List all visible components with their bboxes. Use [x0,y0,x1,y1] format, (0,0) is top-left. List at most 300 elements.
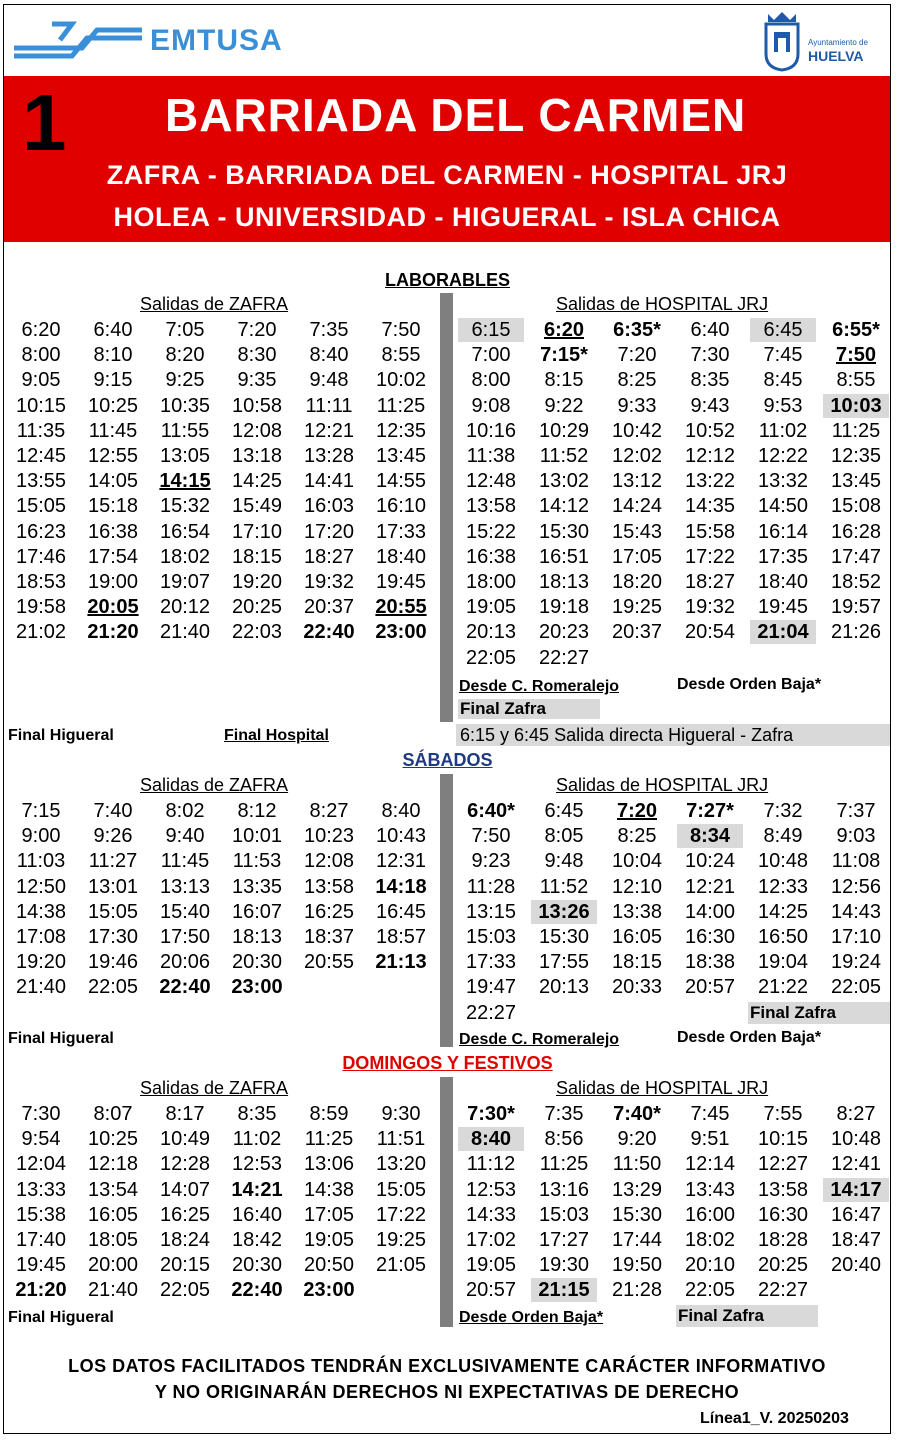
laborables-zafra-time-cell: 17:33 [375,520,427,543]
sabados-hospital-time-cell: 10:24 [684,850,736,873]
domingos-zafra-time-cell: 15:38 [15,1203,67,1226]
sabados-zafra-time-cell: 20:30 [231,951,283,974]
domingos-hospital-time-cell: 8:40 [458,1127,524,1151]
sabados-hospital-time-cell: 8:49 [763,825,803,848]
sabados-hospital-time-cell: 17:10 [830,926,882,948]
laborables-zafra-time-cell: 21:02 [15,621,67,644]
laborables-zafra-time-cell: 8:55 [381,344,421,367]
domingos-hospital-time-cell: 13:29 [611,1178,663,1201]
sabados-hospital-time-cell: 15:30 [538,926,590,948]
laborables-zafra-time-cell: 17:46 [15,545,67,568]
laborables-hospital-time-cell: 11:25 [831,419,881,442]
sabados-hospital-time-cell: 11:08 [831,850,881,873]
laborables-hospital-time-cell: 6:35* [613,319,661,341]
laborables-zafra-time-cell: 11:55 [160,419,210,442]
laborables-zafra-time-cell: 15:49 [231,495,283,518]
laborables-zafra-time-cell: 19:07 [159,571,211,593]
domingos-hospital-time-cell: 7:45 [690,1103,730,1125]
sabados-zafra-time-cell: 10:43 [375,825,427,848]
center-divider [440,293,453,722]
sabados-hospital-time-cell: 7:32 [763,800,803,822]
domingos-hospital-time-cell: 21:15 [531,1278,597,1302]
laborables-zafra-time-cell: 13:45 [375,445,427,467]
legend-final-higueral: Final Higueral [8,727,114,744]
laborables-zafra-time-cell: 14:41 [303,470,355,493]
domingos-zafra-time-cell: 10:49 [159,1128,211,1151]
sabados-hospital-time-cell: 7:27* [686,800,734,822]
laborables-zafra-time-cell: 22:03 [231,621,283,644]
sabados-zafra-time-cell: 15:40 [159,900,211,923]
laborables-hospital-time-cell: 16:51 [538,545,590,568]
laborables-zafra-time-cell: 10:35 [159,394,211,417]
domingos-hospital-time-cell: 11:12 [466,1153,516,1176]
laborables-hospital-time-cell: 8:45 [763,369,803,392]
col-header-zafra-sab: Salidas de ZAFRA [140,775,289,795]
laborables-hospital-time-cell: 12:48 [465,470,517,493]
domingos-zafra-time-cell: 19:45 [15,1254,67,1277]
laborables-hospital-time-cell: 7:15* [540,344,588,367]
domingos-hospital-time-cell: 14:17 [823,1178,889,1202]
domingos-zafra-time-cell: 18:42 [231,1229,283,1251]
domingos-hospital-time-cell: 19:05 [465,1254,517,1277]
domingos-zafra-time-cell: 16:25 [159,1203,211,1226]
sabados-zafra-time-cell: 8:27 [309,800,349,822]
sabados-zafra-time-cell: 22:40 [159,976,211,999]
sabados-zafra-time-cell: 16:07 [231,900,283,923]
sabados-zafra-time-cell: 17:08 [15,926,67,948]
laborables-hospital-time-cell: 8:55 [836,369,876,392]
domingos-hospital-time-cell: 18:02 [684,1229,736,1251]
domingos-zafra-time-cell: 11:02 [232,1128,282,1151]
laborables-zafra-time-cell: 21:40 [159,621,211,644]
domingos-hospital-time-cell: 13:58 [757,1178,809,1201]
laborables-zafra-time-cell: 11:45 [88,419,138,442]
domingos-zafra-time-cell: 13:33 [15,1178,67,1201]
sabados-hospital-time-cell: 12:21 [684,875,736,898]
laborables-zafra-time-cell: 6:20 [21,319,61,341]
sabados-hospital-time-cell: 13:26 [531,900,597,924]
domingos-hospital-time-cell: 18:47 [830,1229,882,1251]
col-header-zafra-dom: Salidas de ZAFRA [140,1078,289,1098]
laborables-zafra-time-cell: 23:00 [375,621,427,644]
domingos-hospital-time-cell: 10:48 [830,1128,882,1151]
domingos-zafra-time-cell: 17:05 [303,1203,355,1226]
sabados-hospital-time-cell: 8:05 [544,825,584,848]
laborables-zafra-time-cell: 19:58 [15,596,67,619]
domingos-zafra-time-cell: 8:07 [93,1103,133,1125]
laborables-hospital-time-cell: 19:57 [830,596,882,619]
laborables-hospital-time-cell: 9:08 [471,394,511,417]
laborables-hospital-time-cell: 10:29 [538,419,590,442]
laborables-hospital-time-cell: 18:20 [611,571,663,593]
sabados-hospital-time-cell: 19:24 [830,951,882,974]
sabados-hospital-time-cell: 11:52 [539,875,589,898]
domingos-zafra-time-cell: 9:30 [381,1103,421,1125]
laborables-zafra-time-cell: 8:00 [21,344,61,367]
laborables-hospital-time-cell: 7:50 [835,344,877,367]
laborables-hospital-time-cell: 7:45 [763,344,803,367]
domingos-hospital-time-cell: 7:30* [467,1103,515,1125]
sabados-zafra-time-cell: 20:55 [303,951,355,974]
laborables-hospital-time-cell: 21:26 [830,621,882,644]
sabados-hospital-time-cell: 20:33 [611,976,663,999]
laborables-hospital-time-cell: 10:16 [465,419,517,442]
sabados-hospital-time-cell: 12:56 [830,875,882,898]
huelva-crest-icon [760,10,804,72]
laborables-zafra-time-cell: 6:40 [93,319,133,341]
laborables-zafra-time-cell: 17:54 [87,545,139,568]
sabados-hospital-time-cell: 14:25 [757,900,809,923]
domingos-zafra-time-cell: 16:05 [87,1203,139,1226]
version-label: Línea1_V. 20250203 [700,1410,849,1427]
sabados-hospital-time-cell: 13:15 [465,900,517,923]
domingos-zafra-time-cell: 12:53 [231,1153,283,1176]
sabados-hospital-time-cell: 10:48 [757,850,809,873]
domingos-hospital-time-cell: 12:41 [830,1153,882,1176]
sabados-zafra-time-cell: 13:35 [231,875,283,898]
laborables-hospital-time-cell: 16:38 [465,545,517,568]
sabados-hospital-time-cell: 17:55 [538,951,590,974]
domingos-hospital-time-cell: 16:00 [684,1203,736,1226]
domingos-hospital-time-cell: 15:03 [538,1203,590,1226]
council-label-small: Ayuntamiento de [808,38,868,47]
sabados-hospital-time-cell: 17:33 [465,951,517,974]
laborables-hospital-time-cell: 15:43 [611,520,663,543]
laborables-hospital-time-cell: 15:30 [538,520,590,543]
laborables-hospital-time-cell: 6:40 [690,319,730,341]
sabados-hospital-time-cell: 19:04 [757,951,809,974]
col-header-hospital-dom: Salidas de HOSPITAL JRJ [556,1078,769,1098]
laborables-hospital-time-cell: 12:22 [757,445,809,467]
laborables-hospital-time-cell: 6:55* [832,319,880,341]
domingos-hospital-time-cell: 20:10 [684,1254,736,1277]
domingos-zafra-time-cell: 20:00 [87,1254,139,1277]
laborables-hospital-time-cell: 22:05 [465,646,517,669]
laborables-hospital-time-cell: 19:05 [465,596,517,619]
laborables-zafra-time-cell: 12:55 [87,445,139,467]
laborables-hospital-time-cell: 18:00 [465,571,517,593]
laborables-zafra-time-cell: 10:58 [231,394,283,417]
domingos-zafra-time-cell: 20:50 [303,1254,355,1277]
laborables-zafra-time-cell: 7:20 [237,319,277,341]
laborables-hospital-time-cell: 8:00 [471,369,511,392]
laborables-zafra-time-cell: 10:15 [15,394,67,417]
laborables-zafra-time-cell: 14:55 [375,470,427,493]
legal-notice-line-1: LOS DATOS FACILITADOS TENDRÁN EXCLUSIVAMENTE CARÁCTER INFORMATIVO [68,1356,826,1376]
laborables-zafra-time-cell: 18:02 [159,545,211,568]
sabados-hospital-time-cell: 16:30 [684,926,736,948]
col-header-hospital-sab: Salidas de HOSPITAL JRJ [556,775,769,795]
sabados-hospital-time-cell: 22:27 [465,1001,517,1024]
sabados-zafra-time-cell: 8:40 [381,800,421,822]
legend-orden-baja: Desde Orden Baja* [677,676,822,693]
legend-final-higueral-sab: Final Higueral [8,1030,114,1047]
laborables-hospital-time-cell: 8:35 [690,369,730,392]
laborables-hospital-time-cell: 18:52 [830,571,882,593]
domingos-hospital-time-cell: 13:16 [538,1178,590,1201]
legend-final-zafra: Final Zafra [458,699,600,719]
domingos-zafra-time-cell: 21:20 [15,1279,67,1302]
laborables-zafra-time-cell: 14:05 [87,470,139,493]
laborables-hospital-time-cell: 10:03 [823,394,889,418]
sabados-zafra-time-cell: 11:53 [232,850,282,873]
laborables-zafra-time-cell: 8:10 [93,344,133,367]
laborables-zafra-time-cell: 18:27 [303,545,355,568]
domingos-hospital-time-cell: 20:25 [757,1254,809,1277]
sabados-hospital-time-cell: 20:13 [538,976,590,999]
domingos-zafra-time-cell: 8:17 [165,1103,205,1125]
laborables-zafra-time-cell: 11:25 [376,394,426,417]
domingos-hospital-time-cell: 9:51 [690,1128,730,1151]
center-divider-domingos [440,1077,453,1327]
laborables-zafra-time-cell: 19:20 [231,571,283,593]
sabados-zafra-time-cell: 13:13 [159,875,211,898]
laborables-zafra-time-cell: 18:15 [231,545,283,568]
laborables-zafra-time-cell: 12:35 [375,419,427,442]
laborables-zafra-time-cell: 11:11 [305,394,353,417]
laborables-hospital-time-cell: 22:27 [538,646,590,669]
sabados-hospital-time-cell: 13:38 [611,900,663,923]
laborables-zafra-time-cell: 8:30 [237,344,277,367]
domingos-zafra-time-cell: 22:40 [231,1279,283,1302]
laborables-zafra-time-cell: 17:20 [303,520,355,543]
domingos-hospital-time-cell: 12:27 [757,1153,809,1176]
domingos-hospital-time-cell: 16:30 [757,1203,809,1226]
legend-orden-baja-dom: Desde Orden Baja* [459,1309,604,1326]
sabados-hospital-time-cell: 6:40* [467,800,515,822]
sabados-zafra-time-cell: 16:45 [375,900,427,923]
laborables-hospital-time-cell: 20:37 [611,621,663,644]
laborables-zafra-time-cell: 13:18 [231,445,283,467]
laborables-zafra-time-cell: 9:25 [165,369,205,392]
domingos-zafra-time-cell: 17:22 [375,1203,427,1226]
domingos-zafra-time-cell: 13:06 [303,1153,355,1176]
laborables-hospital-time-cell: 18:13 [538,571,590,593]
domingos-hospital-time-cell: 21:28 [611,1279,663,1302]
laborables-hospital-time-cell: 18:40 [757,571,809,593]
domingos-hospital-time-cell: 18:28 [757,1229,809,1251]
sabados-hospital-time-cell: 10:04 [611,850,663,873]
line-name: BARRIADA DEL CARMEN [165,89,747,141]
domingos-zafra-time-cell: 11:25 [304,1128,354,1151]
laborables-zafra-time-cell: 16:10 [375,495,427,518]
domingos-zafra-time-cell: 8:35 [237,1103,277,1125]
domingos-zafra-time-cell: 13:54 [87,1178,139,1201]
laborables-hospital-time-cell: 12:02 [611,445,663,467]
domingos-zafra-time-cell: 16:40 [231,1203,283,1226]
laborables-hospital-time-cell: 17:47 [830,545,882,568]
domingos-zafra-time-cell: 17:40 [15,1229,67,1251]
domingos-zafra-time-cell: 11:51 [376,1128,426,1151]
domingos-hospital-time-cell: 16:47 [830,1203,882,1226]
laborables-hospital-time-cell: 13:22 [684,470,736,493]
legend-romeralejo-sab: Desde C. Romeralejo [459,1031,620,1048]
laborables-hospital-time-cell: 17:35 [757,545,809,568]
sabados-hospital-time-cell: 16:50 [757,926,809,948]
domingos-hospital-time-cell: 7:40* [613,1103,661,1125]
laborables-zafra-time-cell: 20:05 [87,596,139,619]
laborables-hospital-time-cell: 15:08 [830,495,882,518]
col-header-hospital: Salidas de HOSPITAL JRJ [556,294,769,314]
legend-orden-baja-sab: Desde Orden Baja* [677,1029,822,1046]
laborables-hospital-time-cell: 20:23 [538,621,590,644]
center-divider-sabados [440,774,453,1047]
domingos-zafra-time-cell: 19:05 [303,1229,355,1251]
laborables-hospital-time-cell: 18:27 [684,571,736,593]
domingos-zafra-time-cell: 9:54 [21,1128,61,1151]
laborables-hospital-time-cell: 16:28 [830,520,882,543]
legend-final-hospital: Final Hospital [224,727,329,744]
sabados-zafra-time-cell: 11:27 [88,850,138,873]
laborables-zafra-time-cell: 19:32 [303,571,355,593]
sabados-hospital-time-cell: 22:05 [830,976,882,999]
council-label: HUELVA [808,48,864,64]
domingos-zafra-time-cell: 19:25 [375,1229,427,1251]
laborables-hospital-time-cell: 19:25 [611,596,663,619]
sabados-zafra-time-cell: 20:06 [159,951,211,974]
sabados-hospital-time-cell: 21:22 [757,976,809,999]
laborables-zafra-time-cell: 8:20 [165,344,205,367]
sabados-zafra-time-cell: 10:23 [303,825,355,848]
laborables-zafra-time-cell: 16:54 [159,520,211,543]
sabados-zafra-time-cell: 18:37 [303,926,355,948]
domingos-hospital-time-cell: 22:05 [684,1279,736,1302]
direct-service-note: 6:15 y 6:45 Salida directa Higueral - Zafra [456,724,890,746]
laborables-hospital-time-cell: 7:00 [471,344,511,367]
laborables-hospital-time-cell: 13:32 [757,470,809,493]
sabados-zafra-time-cell: 16:25 [303,900,355,923]
laborables-hospital-time-cell: 14:24 [611,495,663,518]
sabados-hospital-time-cell: 9:23 [471,850,511,873]
brand-name: EMTUSA [150,24,283,57]
laborables-hospital-time-cell: 13:02 [538,470,590,493]
sabados-hospital-time-cell: 15:03 [465,926,517,948]
laborables-zafra-time-cell: 13:55 [15,470,67,493]
domingos-hospital-time-cell: 11:50 [612,1153,662,1176]
sabados-zafra-time-cell: 15:05 [87,900,139,923]
laborables-zafra-time-cell: 13:28 [303,445,355,467]
route-line-1: ZAFRA - BARRIADA DEL CARMEN - HOSPITAL JRJ [106,160,788,190]
domingos-zafra-time-cell: 18:24 [159,1229,211,1251]
sabados-zafra-time-cell: 14:18 [375,875,427,898]
laborables-hospital-time-cell: 6:20 [543,319,585,341]
sabados-zafra-time-cell: 21:13 [375,951,427,974]
emtusa-logo-icon [12,20,147,64]
laborables-zafra-time-cell: 22:40 [303,621,355,644]
domingos-hospital-time-cell: 8:56 [544,1128,584,1151]
laborables-zafra-time-cell: 12:21 [303,419,355,442]
sabados-zafra-time-cell: 11:03 [16,850,66,873]
laborables-zafra-time-cell: 15:32 [159,495,211,518]
domingos-hospital-time-cell: 10:15 [757,1128,809,1151]
laborables-zafra-time-cell: 18:53 [15,571,67,593]
laborables-hospital-time-cell: 8:25 [617,369,657,392]
laborables-zafra-time-cell: 20:55 [375,596,427,619]
sabados-zafra-time-cell: 18:57 [375,926,427,948]
domingos-zafra-time-cell: 21:40 [87,1279,139,1302]
sabados-zafra-time-cell: 19:46 [87,951,139,974]
domingos-zafra-time-cell: 12:18 [87,1153,139,1176]
sabados-hospital-time-cell: 20:57 [684,976,736,999]
section-title-laborables: LABORABLES [385,270,510,290]
laborables-hospital-time-cell: 9:53 [763,394,803,417]
laborables-hospital-time-cell: 9:33 [617,394,657,417]
laborables-hospital-time-cell: 13:12 [611,470,663,493]
laborables-zafra-time-cell: 9:48 [309,369,349,392]
laborables-zafra-time-cell: 8:40 [309,344,349,367]
sabados-zafra-time-cell: 12:31 [375,850,427,873]
sabados-zafra-time-cell: 8:12 [237,800,277,822]
domingos-hospital-time-cell: 19:50 [611,1254,663,1277]
sabados-zafra-time-cell: 17:50 [159,926,211,948]
laborables-zafra-time-cell: 17:10 [231,520,283,543]
laborables-hospital-time-cell: 20:54 [684,621,736,644]
laborables-hospital-time-cell: 13:45 [830,470,882,493]
laborables-hospital-time-cell: 14:35 [684,495,736,518]
laborables-hospital-time-cell: 14:12 [538,495,590,518]
domingos-hospital-time-cell: 20:57 [465,1279,517,1302]
domingos-zafra-time-cell: 10:25 [87,1128,139,1151]
laborables-hospital-time-cell: 14:50 [757,495,809,518]
laborables-hospital-time-cell: 16:14 [757,520,809,543]
sabados-zafra-time-cell: 13:58 [303,875,355,898]
laborables-zafra-time-cell: 9:05 [21,369,61,392]
laborables-zafra-time-cell: 18:40 [375,545,427,568]
laborables-hospital-time-cell: 15:22 [465,520,517,543]
laborables-zafra-time-cell: 13:05 [159,445,211,467]
domingos-hospital-time-cell: 7:35 [544,1103,584,1125]
legend-final-zafra-sab: Final Zafra [748,1002,890,1024]
sabados-zafra-time-cell: 22:05 [87,976,139,999]
domingos-hospital-time-cell: 17:27 [538,1229,590,1251]
laborables-hospital-time-cell: 11:02 [758,419,808,442]
laborables-hospital-time-cell: 12:35 [830,445,882,467]
domingos-hospital-time-cell: 7:55 [763,1103,803,1125]
sabados-hospital-time-cell: 6:45 [544,800,584,822]
sabados-zafra-time-cell: 12:50 [15,875,67,898]
domingos-hospital-time-cell: 19:30 [538,1254,590,1277]
laborables-hospital-time-cell: 6:15 [458,318,524,342]
sabados-zafra-time-cell: 10:01 [231,825,283,848]
laborables-hospital-time-cell: 13:58 [465,495,517,518]
domingos-zafra-time-cell: 22:05 [159,1279,211,1302]
laborables-hospital-time-cell: 9:43 [690,394,730,417]
laborables-zafra-time-cell: 7:50 [381,319,421,341]
legend-final-higueral-dom: Final Higueral [8,1309,114,1326]
sabados-hospital-time-cell: 8:25 [617,825,657,848]
domingos-zafra-time-cell: 20:30 [231,1254,283,1277]
laborables-zafra-time-cell: 20:37 [303,596,355,619]
sabados-zafra-time-cell: 21:40 [15,976,67,999]
domingos-zafra-time-cell: 13:20 [375,1153,427,1176]
sabados-hospital-time-cell: 9:48 [544,850,584,873]
sabados-zafra-time-cell: 7:15 [21,800,61,822]
domingos-hospital-time-cell: 12:14 [684,1153,736,1176]
laborables-hospital-time-cell: 17:22 [684,545,736,568]
domingos-zafra-time-cell: 14:07 [159,1178,211,1201]
laborables-hospital-time-cell: 7:20 [617,344,657,367]
legal-notice-line-2: Y NO ORIGINARÁN DERECHOS NI EXPECTATIVAS DE DERECHO [154,1382,740,1402]
col-header-zafra: Salidas de ZAFRA [140,294,289,314]
sabados-hospital-time-cell: 12:33 [757,875,809,898]
laborables-hospital-time-cell: 7:30 [690,344,730,367]
sabados-zafra-time-cell: 7:40 [93,800,133,822]
laborables-hospital-time-cell: 10:52 [684,419,736,442]
sabados-hospital-time-cell: 7:37 [836,800,876,822]
laborables-hospital-time-cell: 10:42 [611,419,663,442]
domingos-zafra-time-cell: 14:21 [231,1178,283,1201]
sabados-hospital-time-cell: 7:20 [616,800,658,822]
